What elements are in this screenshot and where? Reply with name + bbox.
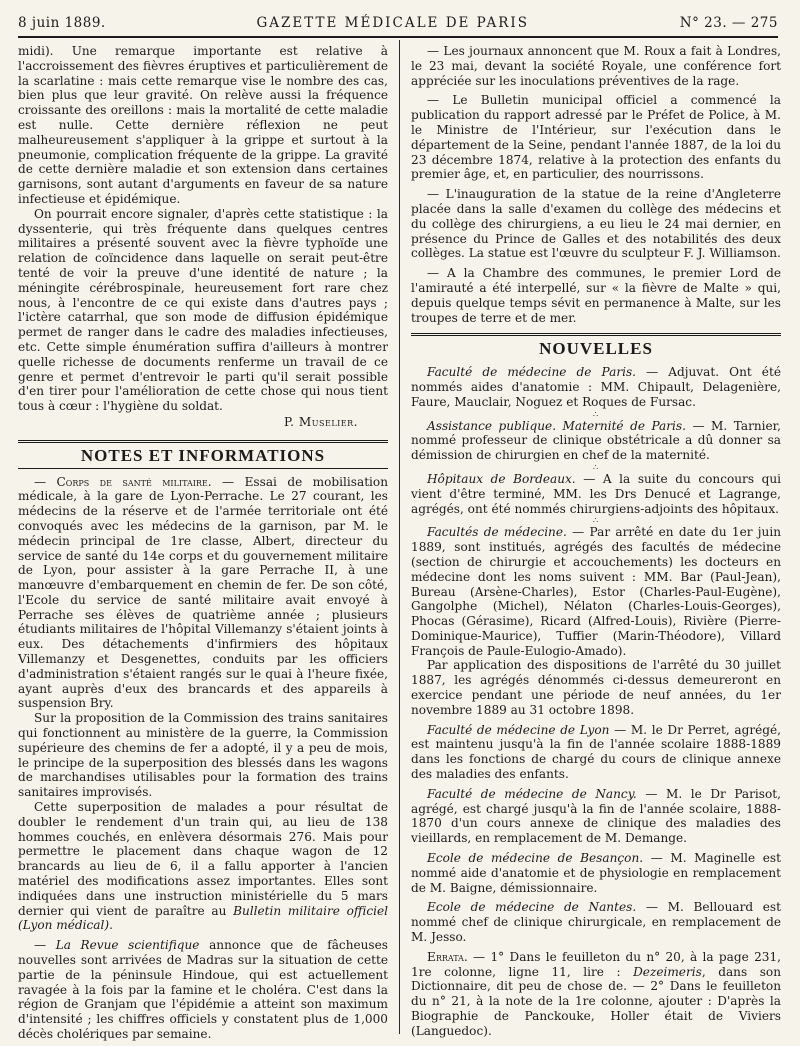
author-signature: P. Muselier. <box>284 414 358 429</box>
news-heading: Facultés de médecine. <box>427 525 567 540</box>
news-text: — Adjuvat. Ont été nommés aides d'anatomie : MM. Chipault, Delagenière, Faure, Mauclair, Noguez et Roques de Fursac. <box>411 365 781 409</box>
news-item <box>411 900 781 944</box>
errata <box>411 950 781 1039</box>
section-title-notes: NOTES ET INFORMATIONS <box>80 445 326 465</box>
news-item <box>411 365 781 409</box>
note-corps-sante <box>18 475 388 712</box>
news-text: — Par arrêté en date du 1er juin 1889, sont institués, agrégés des facultés de médecine (section de chirurgie et accouchements) les docteurs en médecine dont les noms suivent : MM. Bar (Paul-Jean), Bureau (Arsène-Charles), Estor (Charles-Paul-Eugène), Gangolphe (Michel), Nélaton (Charles-Louis-Georges), Phocas (Gérasime), Ricard (Alfred-Louis), Rivière (Pierre-Dominique-Maurice), Tuffier (Marin-Théodore), Villard François de Paule-Eulogio-Amado). <box>411 525 781 658</box>
news-item <box>411 723 781 782</box>
note-revue-scientifique <box>18 938 388 1042</box>
ornament-stars: ∴ <box>592 409 600 419</box>
section-rule-thin <box>18 468 388 469</box>
note-text: . <box>109 918 113 933</box>
news-heading: Faculté de médecine de Paris. <box>427 365 637 380</box>
news-text: — M. Bellouard est nommé chef de clinique chirurgicale, en remplacement de M. Jesso. <box>411 900 781 945</box>
note-text: annonce que de fâcheuses nouvelles sont arrivées de Madras sur la situation de cette partie de la péninsule Hindoue, qui est actuellement ravagée à la fois par la famine et le choléra. C'est dans la région de Granjam que l'épidémie a atteint son maximum d'intensité ; les chiffres officiels y constatent plus de 1,000 décès cholériques par semaine. <box>18 938 389 1041</box>
news-heading: Ecole de médecine de Besançon. <box>427 851 644 866</box>
ornament-stars: ∴ <box>592 462 600 472</box>
news-text: — A la suite du concours qui vient d'être terminé, MM. les Drs Denucé et Lagrange, agrégés, ont été nommés chirurgiens-adjoints des hôpitaux. <box>411 471 781 516</box>
note-paragraph <box>18 800 388 933</box>
issue-number: N° 23. — 275 <box>679 15 778 31</box>
note-text: Cette superposition de malades a pour résultat de doubler le rendement d'un train qui, au lieu de 138 hommes couchés, en enlèvera désormais 276. Mais pour permettre le placement dans chaque wagon de 12 brancards au lieu de 6, il a fallu apporter à l'ancien matériel des modifications assez importantes. Elles sont indiquées dans une instruction ministérielle du 5 mars dernier qui vient de paraître au <box>18 800 388 918</box>
note-paragraph: Sur la proposition de la Commission des trains sanitaires qui fonctionnent au ministère de la guerre, la Commission supérieure des chemins de fer a adopté, il y a peu de mois, le principe de la superposition des blessés dans les wagons de marchandises utilisables pour la formation des trains sanitaires improvisés. <box>18 711 388 800</box>
news-text: — M. Maginelle est nommé aide d'anatomie et de physiologie en remplacement de M. Baigne, démissionnaire. <box>411 851 781 895</box>
errata-text: , dans son Dictionnaire, dit peu de chose de. — 2° Dans le feuilleton du n° 21, à la note de la 1re colonne, ajouter : D'après la Biographie de Panckouke, Holler était de Viviers (Languedoc). <box>411 964 781 1038</box>
column-divider <box>399 40 400 1034</box>
issue-date: 8 juin 1889. <box>18 15 106 31</box>
news-item <box>411 787 781 846</box>
section-title-nouvelles: NOUVELLES <box>539 339 653 359</box>
news-text: — M. Tarnier, nommé professeur de clinique obstétricale a dû donner sa démission de chirurgien en chef de la maternité. <box>411 418 781 463</box>
news-text: — M. le Dr Parisot, agrégé, est chargé jusqu'à la fin de l'année scolaire, 1888-1870 d'un cours annexe de clinique des maladies des vieillards, en remplacement de M. Demange. <box>411 786 781 846</box>
news-heading: Faculté de médecine de Lyon <box>427 722 610 737</box>
news-heading: Faculté de médecine de Nancy. <box>427 786 637 801</box>
note-statue: — L'inauguration de la statue de la reine d'Angleterre placée dans la salle d'examen du collège des médecins et du collège des chirurgiens, a eu lieu le 24 mai dernier, en présence du Prince de Galles et des notabilités des deux collèges. La statue est l'œuvre du sculpteur F. J. Williamson. <box>411 187 781 261</box>
news-heading: Assistance publique. Maternité de Paris. <box>427 418 686 433</box>
news-text: — M. le Dr Perret, agrégé, est maintenu jusqu'à la fin de l'année scolaire 1888-1889 dans les fonctions de chargé du cours de clinique annexe des maladies des enfants. <box>411 722 782 782</box>
article-paragraph: On pourrait encore signaler, d'après cette statistique : la dyssenterie, qui très fréquente dans quelques centres militaires a présenté souvent avec la fièvre typhoïde une relation de coïncidence dans laquelle on serait peut-être tenté de voir la preuve d'une identité de nature ; la méningite cérébrospinale, heureusement fort rare chez nous, à l'encontre de ce qui existe dans d'autres pays ; l'ictère catarrhal, que son mode de diffusion épidémique permet de ranger dans le cadre des maladies infectieuses, etc. Cette simple énumération suffira d'ailleurs à montrer quelle richesse de documents renferme un travail de ce genre et permet d'entrevoir le parti qu'il serait possible d'en tirer pour l'amélioration de cette chose qui nous tient tous à cœur : l'hygiène du soldat. <box>18 206 388 414</box>
news-item <box>411 851 781 895</box>
section-rule <box>411 333 781 336</box>
ornament-stars: ∴ <box>592 516 600 526</box>
news-heading: Ecole de médecine de Nantes. <box>427 900 637 915</box>
section-rule <box>18 440 388 443</box>
errata-text: — 1° Dans le feuilleton du n° 20, à la page 231, 1re colonne, ligne 11, lire : <box>411 949 781 979</box>
note-roux: — Les journaux annoncent que M. Roux a fait à Londres, le 23 mai, devant la société Royale, une conférence fort appréciée sur les inoculations préventives de la rage. <box>411 44 781 88</box>
note-malte: — A la Chambre des communes, le premier Lord de l'amirauté a été interpellé, sur « la fièvre de Malte » qui, depuis quelque temps sévit en permanence à Malte, sur les troupes de terre et de mer. <box>411 266 781 325</box>
page-header <box>18 10 778 38</box>
news-item <box>411 525 781 658</box>
news-item <box>411 472 781 516</box>
article-continuation: midi). Une remarque importante est relative à l'accroissement des fièvres éruptives et particulièrement de la scarlatine : mais cette remarque vise le nombre des cas, bien plus que leur gravité. On relève aussi la fréquence croissante des oreillons : mais la mortalité de cette maladie est nulle. Cette dernière réflexion ne peut malheureusement s'appliquer à la grippe et surtout à la pneumonie, complication fréquente de la grippe. La gravité de cette dernière maladie et son extension dans certaines garnisons, sont autant d'arguments en faveur de sa nature infectieuse et épidémique. <box>18 44 388 206</box>
source-citation: Bulletin militaire officiel (Lyon médical) <box>18 903 388 933</box>
note-text: — <box>34 938 56 953</box>
right-column <box>411 44 781 1039</box>
note-heading: — Corps de santé militaire. <box>34 474 212 489</box>
errata-heading: Errata. <box>427 949 468 964</box>
errata-text: Dezeimeris <box>633 964 702 979</box>
left-column <box>18 44 388 1042</box>
news-heading: Hôpitaux de Bordeaux. <box>427 471 576 486</box>
news-paragraph: Par application des dispositions de l'arrêté du 30 juillet 1887, les agrégés dénommés ci-dessus demeureront en exercice pendant une période de neuf années, du 1er novembre 1889 au 31 octobre 1898. <box>411 658 781 717</box>
journal-title: GAZETTE MÉDICALE DE PARIS <box>256 15 530 31</box>
note-text: — Essai de mobilisation médicale, à la gare de Lyon-Perrache. Le 27 courant, les médecins de la réserve et de l'armée territoriale ont été convoqués avec les médecins de la garnison, par M. le médecin principal de 1re classe, Albert, directeur du service de santé du 14e corps et du gouvernement militaire de Lyon, pour assister à la gare Perrache II, à une manœuvre d'embarquement en chemin de fer. De son côté, l'Ecole du service de santé militaire avait envoyé à Perrache ses élèves de quatrième année ; plusieurs étudiants militaires de l'hôpital Villemanzy s'étaient joints à eux. Des détachements d'infirmiers des hôpitaux Villemanzy et Desgenettes, conduits par les officiers d'administration s'étaient rangés sur le quai à l'heure fixée, ayant auprès d'eux des brancards et des appareils à suspension Bry. <box>18 474 388 711</box>
news-item <box>411 419 781 463</box>
note-bulletin-municipal: — Le Bulletin municipal officiel a commencé la publication du rapport adressé par le Préfet de Police, à M. le Ministre de l'Intérieur, sur l'exécution dans le département de la Seine, pendant l'année 1887, de la loi du 23 décembre 1874, relative à la protection des enfants du premier âge, et, en particulier, des nourrissons. <box>411 93 781 182</box>
source-citation: La Revue scientifique <box>55 938 200 953</box>
